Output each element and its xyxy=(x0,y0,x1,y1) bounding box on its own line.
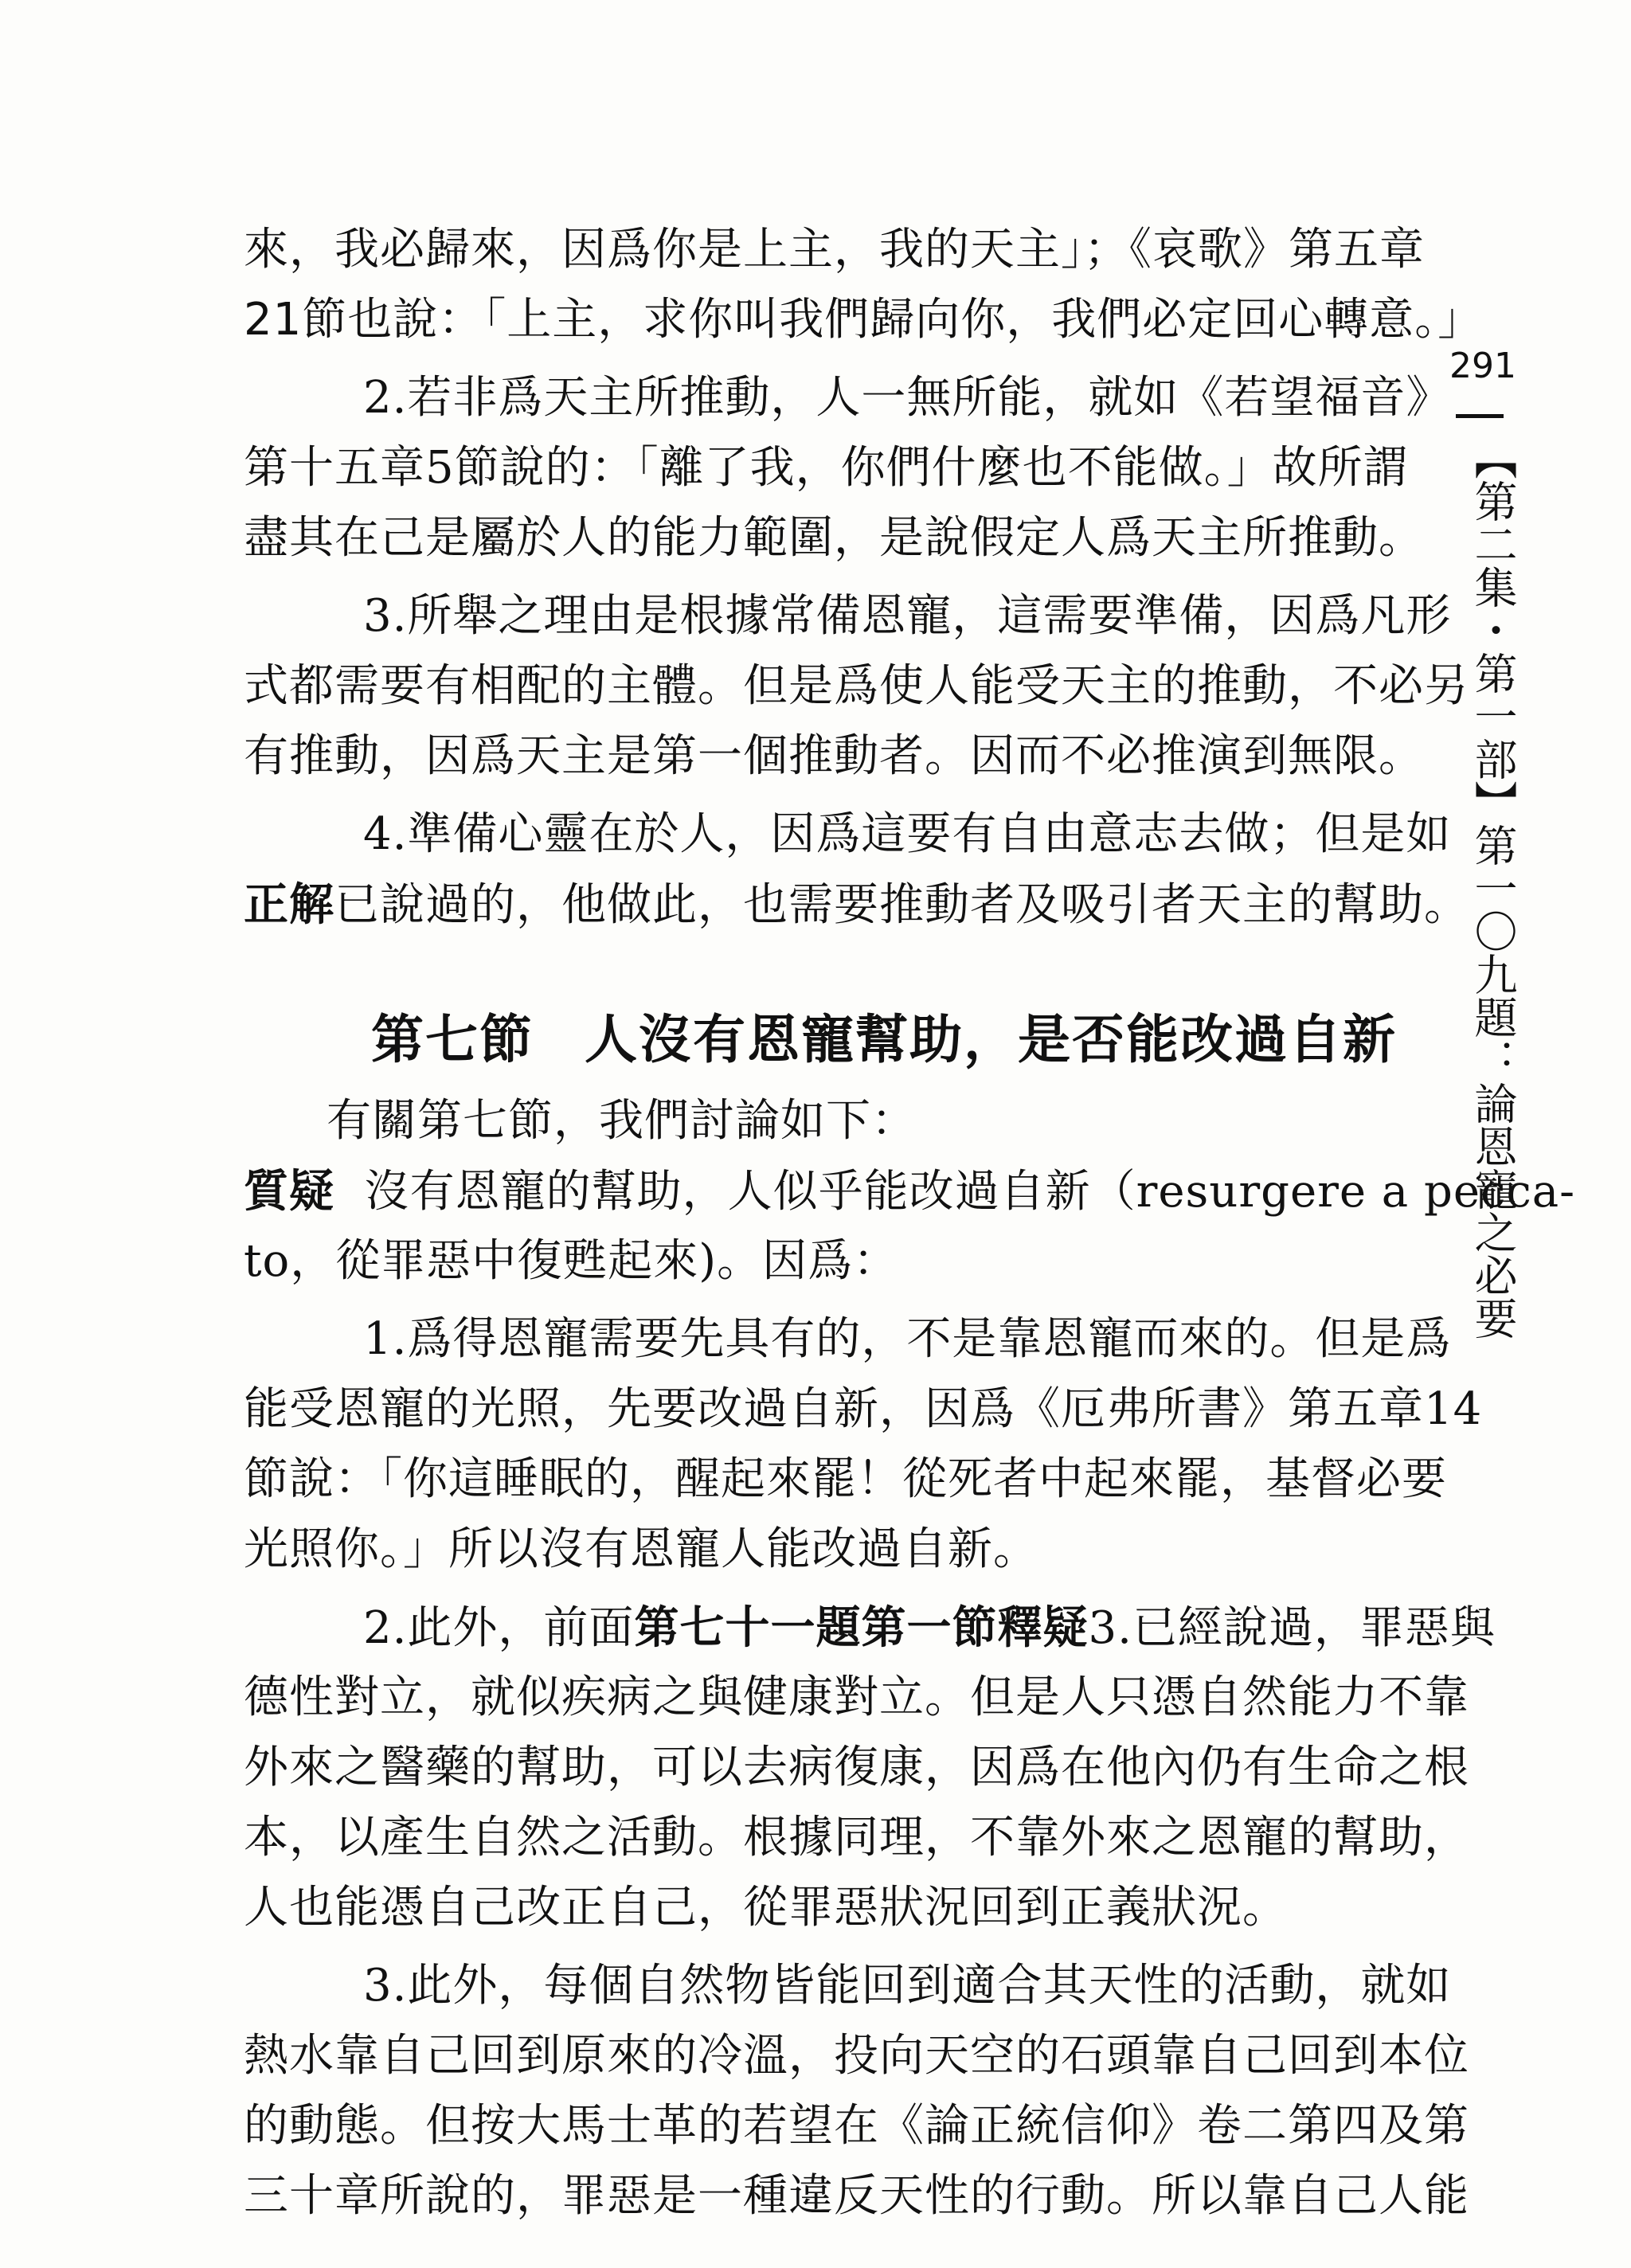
objection-text: 沒有恩寵的幫助，人似乎能改過自新（resurgere a pecca- xyxy=(364,1166,1576,1218)
body-line: 21節也說：「上主，求你叫我們歸向你，我們必定回心轉意。」 xyxy=(244,294,1484,346)
body-line-mixed xyxy=(244,870,1469,940)
section-title xyxy=(244,992,1398,1086)
section-number: 第七節 xyxy=(371,1008,534,1070)
body-line: 第十五章5節說的：「離了我，你們什麼也不能做。」故所謂 xyxy=(244,442,1409,494)
body-line: 德性對立，就似疾病之與健康對立。但是人只憑自然能力不靠 xyxy=(244,1672,1469,1723)
body-line: 式都需要有相配的主體。但是爲使人能受天主的推動，不必另 xyxy=(244,660,1469,712)
reply-label: 正解 xyxy=(244,878,334,931)
body-line: 3.所舉之理由是根據常備恩寵，這需要準備，因爲凡形 xyxy=(363,590,1452,642)
section-heading: 人沒有恩寵幫助，是否能改過自新 xyxy=(585,1008,1397,1070)
running-title-vertical: 【第二集・第一部】第一〇九題：論恩寵之必要 xyxy=(1468,436,1518,1339)
body-line: 有推動，因爲天主是第一個推動者。因而不必推演到無限。 xyxy=(244,730,1424,782)
body-line: 的動態。但按大馬士革的若望在《論正統信仰》卷二第四及第 xyxy=(244,2100,1469,2152)
body-line: 光照你。」所以沒有恩寵人能改過自新。 xyxy=(244,1523,1038,1575)
objection-label: 質疑 xyxy=(244,1165,334,1218)
body-line: 2.若非爲天主所推動，人一無所能，就如《若望福音》 xyxy=(363,372,1452,424)
body-line: 1.爲得恩寵需要先具有的，不是靠恩寵而來的。但是爲 xyxy=(363,1313,1452,1365)
body-line: 盡其在己是屬於人的能力範圍，是說假定人爲天主所推動。 xyxy=(244,512,1424,564)
body-line: 外來之醫藥的幫助，可以去病復康，因爲在他內仍有生命之根 xyxy=(244,1742,1469,1793)
section-intro: 有關第七節，我們討論如下： xyxy=(327,1095,917,1147)
objection-line xyxy=(244,1156,1576,1226)
running-title-rule xyxy=(1456,414,1504,418)
body-line: 4.準備心靈在於人，因爲這要有自由意志去做；但是如 xyxy=(363,808,1452,860)
objection-continuation: to，從罪惡中復甦起來)。因爲： xyxy=(244,1235,899,1287)
body-line-text: 3.已經說過，罪惡與 xyxy=(1088,1602,1496,1654)
body-line: 熱水靠自己回到原來的冷溫，投向天空的石頭靠自己回到本位 xyxy=(244,2030,1469,2082)
body-line: 3.此外，每個自然物皆能回到適合其天性的活動，就如 xyxy=(363,1960,1452,2012)
cross-reference: 第七十一題第一節釋疑 xyxy=(634,1601,1089,1654)
body-line-text: 已說過的，他做此，也需要推動者及吸引者天主的幫助。 xyxy=(334,879,1469,931)
body-line: 節說：「你這睡眠的，醒起來罷！從死者中起來罷，基督必要 xyxy=(244,1453,1447,1505)
body-line: 三十章所說的，罪惡是一種違反天性的行動。所以靠自己人能 xyxy=(244,2170,1469,2222)
body-line-mixed xyxy=(244,1593,1496,1663)
body-line: 本，以產生自然之活動。根據同理，不靠外來之恩寵的幫助， xyxy=(244,1812,1469,1863)
page-number: 291 xyxy=(1449,346,1516,386)
body-line-text: 2.此外，前面 xyxy=(363,1602,635,1654)
body-line: 能受恩寵的光照，先要改過自新，因爲《厄弗所書》第五章14 xyxy=(244,1383,1483,1435)
body-line: 來，我必歸來，因爲你是上主，我的天主」；《哀歌》第五章 xyxy=(244,224,1425,276)
body-line: 人也能憑自己改正自己，從罪惡狀況回到正義狀況。 xyxy=(244,1882,1288,1934)
